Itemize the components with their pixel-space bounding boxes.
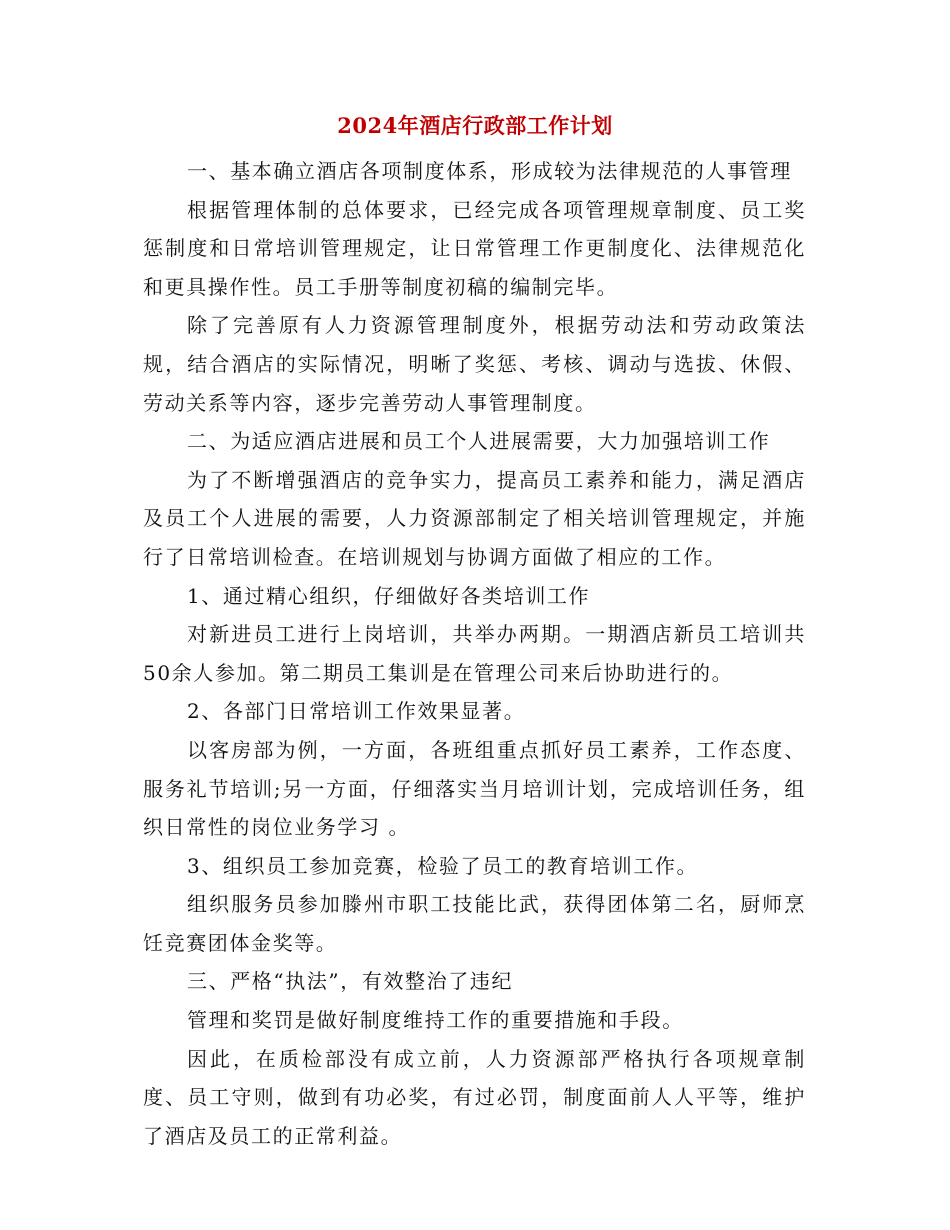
paragraph: 组织服务员参加滕州市职工技能比武，获得团体第二名，厨师烹饪竞赛团体金奖等。 bbox=[143, 892, 806, 955]
subheading-item-3: 3、组织员工参加竞赛，检验了员工的教育培训工作。 bbox=[187, 853, 699, 878]
paragraph: 根据管理体制的总体要求，已经完成各项管理规章制度、员工奖惩制度和日常培训管理规定，让日常管理工作更制度化、法律规范化和更具操作性。员工手册等制度初稿的编制完毕。 bbox=[143, 197, 806, 299]
document-body bbox=[143, 152, 806, 1155]
document-title: 2024年酒店行政部工作计划 bbox=[337, 113, 613, 138]
subheading-item-1: 1、通过精心组织，仔细做好各类培训工作 bbox=[187, 583, 591, 608]
heading-section-2: 二、为适应酒店进展和员工个人进展需要，大力加强培训工作 bbox=[187, 429, 771, 454]
heading-section-3: 三、严格“执法”，有效整治了违纪 bbox=[187, 969, 514, 994]
paragraph: 以客房部为例，一方面，各班组重点抓好员工素养，工作态度、服务礼节培训;另一方面，仔细落实当月培训计划，完成培训任务，组织日常性的岗位业务学习 。 bbox=[143, 737, 806, 840]
paragraph: 除了完善原有人力资源管理制度外，根据劳动法和劳动政策法规，结合酒店的实际情况，明晰了奖惩、考核、调动与选拔、休假、劳动关系等内容，逐步完善劳动人事管理制度。 bbox=[143, 313, 806, 415]
paragraph: 因此，在质检部没有成立前，人力资源部严格执行各项规章制度、员工守则，做到有功必奖，有过必罚，制度面前人人平等，维护了酒店及员工的正常利益。 bbox=[143, 1046, 806, 1148]
paragraph: 为了不断增强酒店的竞争实力，提高员工素养和能力，满足酒店及员工个人进展的需要，人力资源部制定了相关培训管理规定，并施行了日常培训检查。在培训规划与协调方面做了相应的工作。 bbox=[143, 467, 806, 569]
paragraph: 对新进员工进行上岗培训，共举办两期。一期酒店新员工培训共50余人参加。第二期员工集训是在管理公司来后协助进行的。 bbox=[143, 622, 806, 685]
heading-section-1: 一、基本确立酒店各项制度体系，形成较为法律规范的人事管理 bbox=[187, 159, 792, 183]
paragraph: 管理和奖罚是做好制度维持工作的重要措施和手段。 bbox=[187, 1008, 684, 1033]
subheading-item-2: 2、各部门日常培训工作效果显著。 bbox=[187, 699, 526, 724]
